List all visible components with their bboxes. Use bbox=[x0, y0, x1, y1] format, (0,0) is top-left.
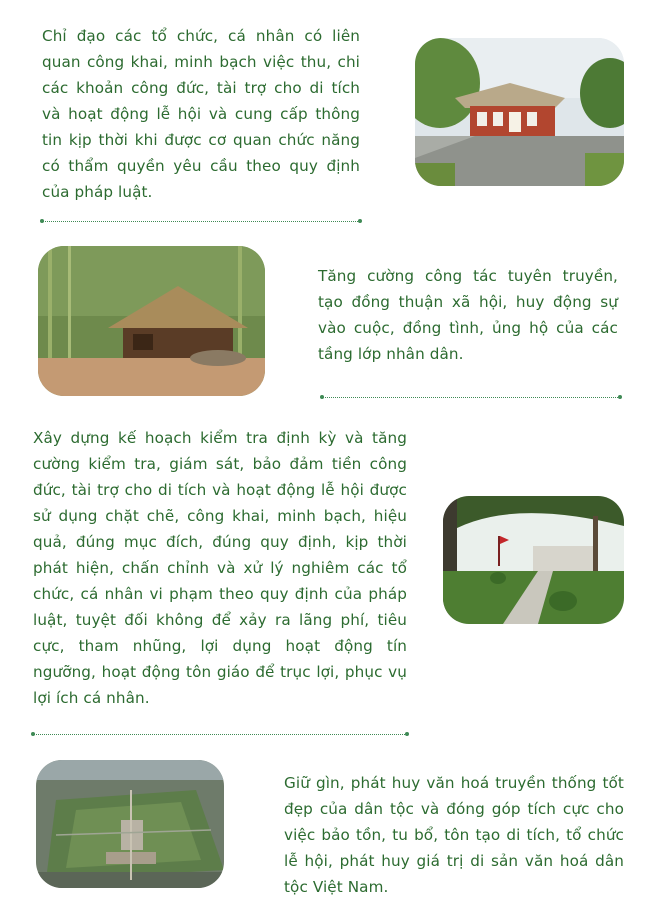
section-4-text: Giữ gìn, phát huy văn hoá truyền thống tốt đẹp của dân tộc và đóng góp tích cực cho việc bảo tồn, tu bổ, tôn tạo di tích, tổ chức lễ hội, phát huy giá trị di sản văn hoá dân tộc Việt Nam. bbox=[284, 774, 624, 896]
photo-garden-path bbox=[443, 496, 624, 624]
divider-2 bbox=[322, 397, 620, 398]
section-2-text: Tăng cường công tác tuyên truyền, tạo đồng thuận xã hội, huy động sự vào cuộc, đồng tình, ủng hộ của các tầng lớp nhân dân. bbox=[318, 267, 618, 363]
photo-citadel-aerial bbox=[36, 760, 224, 888]
photo-stilt-house bbox=[38, 246, 265, 396]
section-3-text: Xây dựng kế hoạch kiểm tra định kỳ và tăng cường kiểm tra, giám sát, bảo đảm tiền công đức, tài trợ cho di tích và hoạt động lễ hội được sử dụng chặt chẽ, công khai, minh bạch, hiệu quả, đúng mục đích, đúng quy định, kịp thời phát hiện, chấn chỉnh và xử lý nghiêm các tổ chức, cá nhân vi phạm theo quy định của pháp luật, tuyệt đối không để xảy ra lãng phí, tiêu cực, tham nhũng, lợi dụng hoạt động tín ngưỡng, hoạt động tôn giáo để trục lợi, phục vụ lợi ích cá nhân. bbox=[33, 429, 407, 707]
divider-3 bbox=[33, 734, 407, 735]
section-1-text: Chỉ đạo các tổ chức, cá nhân có liên quan công khai, minh bạch việc thu, chi các khoản công đức, tài trợ cho di tích và hoạt động lễ hội và cung cấp thông tin kịp thời khi được cơ quan chức năng có thẩm quyền yêu cầu theo quy định của pháp luật. bbox=[42, 27, 360, 201]
photo-memorial-hall bbox=[415, 38, 624, 186]
divider-1 bbox=[42, 221, 360, 222]
